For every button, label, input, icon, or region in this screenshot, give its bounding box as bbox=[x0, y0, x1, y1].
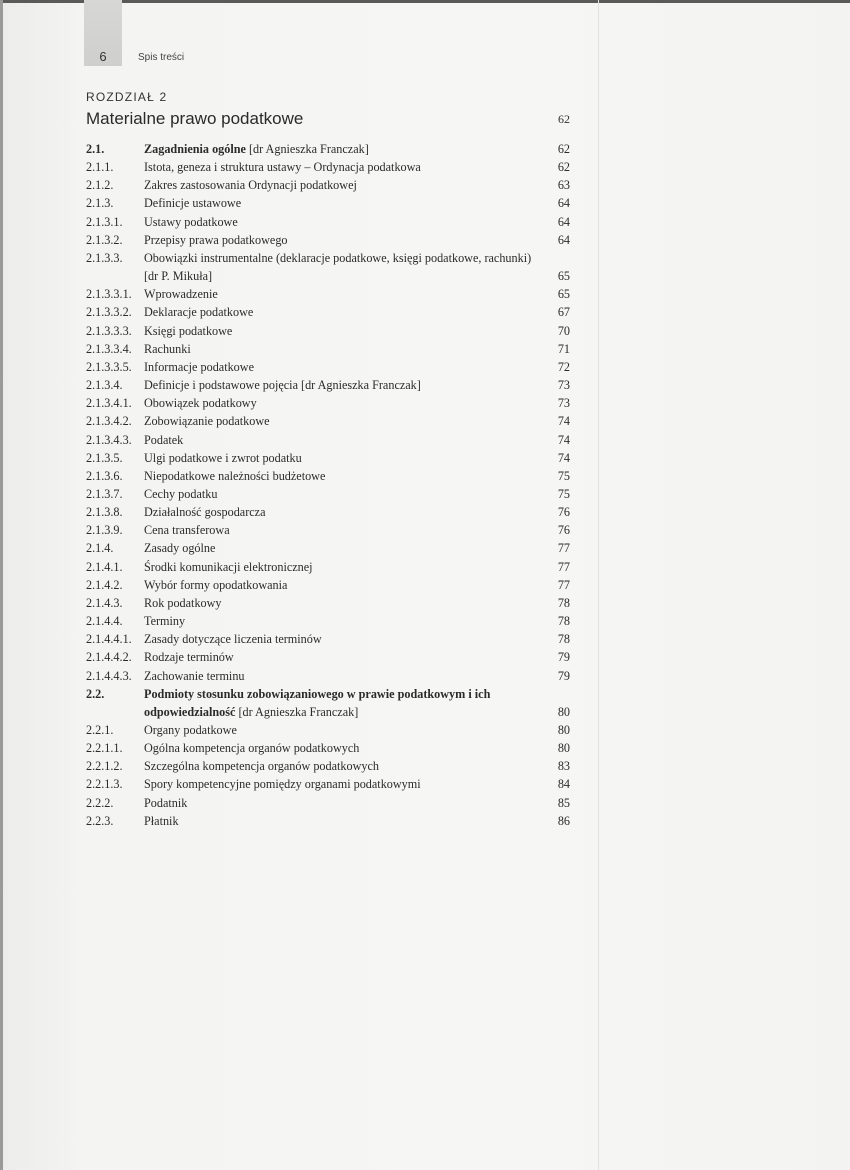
toc-entry-title bbox=[144, 576, 538, 594]
toc-entry-number: 2.1.4.4.3. bbox=[86, 668, 132, 683]
toc-entry-number: 2.2.2. bbox=[86, 795, 114, 810]
toc-entry-page: 70 bbox=[557, 323, 570, 338]
toc-entry-page: 76 bbox=[557, 505, 570, 520]
toc-entry-page: 73 bbox=[557, 396, 570, 411]
toc-entry-page: 74 bbox=[557, 432, 570, 447]
toc-entry-page: 74 bbox=[557, 450, 570, 465]
toc-entry bbox=[86, 467, 578, 485]
chapter-label: ROZDZIAŁ 2 bbox=[86, 90, 168, 104]
toc-entry-title bbox=[144, 431, 538, 449]
toc-entry-page: 62 bbox=[557, 160, 570, 175]
toc-entry-page: 77 bbox=[557, 577, 570, 592]
page-fold-line bbox=[598, 0, 599, 1170]
toc-entry-title bbox=[144, 521, 538, 539]
toc-entry-title bbox=[144, 303, 538, 321]
toc-entry bbox=[86, 249, 578, 285]
toc-entry bbox=[86, 503, 578, 521]
toc-entry-number: 2.1.3.3. bbox=[86, 250, 123, 265]
toc-entry-title bbox=[144, 340, 538, 358]
toc-entry-page: 64 bbox=[557, 232, 570, 247]
toc-entry-title-text: Definicje i podstawowe pojęcia [dr Agnieszka Franczak] bbox=[144, 378, 421, 393]
toc-entry-number: 2.1.3.1. bbox=[86, 214, 123, 229]
toc-entry-number: 2.1.3.7. bbox=[86, 486, 123, 501]
toc-entry-number: 2.2.1.1. bbox=[86, 741, 123, 756]
toc-entry-title bbox=[144, 558, 538, 576]
toc-entry bbox=[86, 558, 578, 576]
toc-entry bbox=[86, 194, 578, 212]
toc-entry-title bbox=[144, 158, 538, 176]
toc-entry-number: 2.1.3.4.3. bbox=[86, 432, 132, 447]
toc-entry bbox=[86, 612, 578, 630]
toc-entry-title-text: Obowiązek podatkowy bbox=[144, 396, 257, 411]
chapter-title: Materialne prawo podatkowe bbox=[86, 109, 304, 128]
toc-entry-title-text: Podatnik bbox=[144, 795, 188, 810]
toc-entry bbox=[86, 394, 578, 412]
toc-entry-title-text: Zasady ogólne bbox=[144, 541, 216, 556]
toc-entry-page: 72 bbox=[557, 359, 570, 374]
toc-entry-number: 2.1.3.4.2. bbox=[86, 414, 132, 429]
toc-entry-title bbox=[144, 630, 538, 648]
toc-entry-page: 80 bbox=[557, 704, 570, 719]
toc-entry-title-text: Spory kompetencyjne pomiędzy organami podatkowymi bbox=[144, 777, 421, 792]
toc-entry-title-text: Rok podatkowy bbox=[144, 595, 222, 610]
toc-entry-title-text: Podatek bbox=[144, 432, 184, 447]
toc-entry-title bbox=[144, 140, 538, 158]
toc-entry-number: 2.1.4. bbox=[86, 541, 114, 556]
toc-entry-number: 2.1.3.6. bbox=[86, 468, 123, 483]
toc-entry bbox=[86, 140, 578, 158]
toc-entry-title bbox=[144, 721, 538, 739]
toc-entry-page: 74 bbox=[557, 414, 570, 429]
toc-entry bbox=[86, 739, 578, 757]
toc-entry-title-text: Wprowadzenie bbox=[144, 287, 218, 302]
toc-entry bbox=[86, 176, 578, 194]
toc-entry-title bbox=[144, 539, 538, 557]
toc-entry-page: 86 bbox=[557, 813, 570, 828]
toc-entry bbox=[86, 449, 578, 467]
toc-entry bbox=[86, 648, 578, 666]
toc-entry-number: 2.2.1.2. bbox=[86, 759, 123, 774]
toc-entry-title bbox=[144, 449, 538, 467]
toc-entry bbox=[86, 158, 578, 176]
toc-entry-number: 2.1.4.3. bbox=[86, 595, 123, 610]
toc-entry-number: 2.1.3.8. bbox=[86, 505, 123, 520]
toc-entry-number: 2.1.3. bbox=[86, 196, 114, 211]
toc-entry-title-text: Cena transferowa bbox=[144, 523, 230, 538]
toc-entry bbox=[86, 285, 578, 303]
toc-entry-title-text: Niepodatkowe należności budżetowe bbox=[144, 468, 326, 483]
toc-entry-title bbox=[144, 358, 538, 376]
toc-entry-number: 2.1.1. bbox=[86, 160, 114, 175]
toc-entry-title bbox=[144, 412, 538, 430]
toc-entry bbox=[86, 630, 578, 648]
toc-entry-title-text: Zachowanie terminu bbox=[144, 668, 245, 683]
toc-entry-title bbox=[144, 812, 538, 830]
toc-entry-title bbox=[144, 739, 538, 757]
toc-entry-title bbox=[144, 176, 538, 194]
toc-entry-number: 2.1.3.3.1. bbox=[86, 287, 132, 302]
toc-entry-number: 2.1.3.4. bbox=[86, 378, 123, 393]
toc-entry-title bbox=[144, 594, 538, 612]
toc-entry-page: 80 bbox=[557, 723, 570, 737]
table-of-contents bbox=[86, 140, 578, 830]
toc-entry-page: 77 bbox=[557, 541, 570, 556]
toc-entry-title bbox=[144, 322, 538, 340]
toc-entry-page: 79 bbox=[557, 650, 570, 665]
toc-entry-page: 83 bbox=[557, 759, 570, 774]
toc-entry-title bbox=[144, 194, 538, 212]
toc-entry-title-text: Księgi podatkowe bbox=[144, 323, 233, 338]
toc-entry-page: 65 bbox=[557, 269, 570, 284]
toc-entry bbox=[86, 303, 578, 321]
toc-entry-page: 78 bbox=[557, 595, 570, 610]
toc-entry bbox=[86, 812, 578, 830]
toc-entry-title-text: Ogólna kompetencja organów podatkowych bbox=[144, 741, 360, 756]
toc-entry-page: 75 bbox=[557, 468, 570, 483]
running-head: Spis treści bbox=[138, 52, 185, 63]
toc-entry-title bbox=[144, 249, 538, 285]
toc-entry-number: 2.1.3.9. bbox=[86, 523, 123, 538]
toc-entry bbox=[86, 322, 578, 340]
toc-entry-number: 2.1.4.4. bbox=[86, 614, 123, 629]
toc-entry-title-text: Płatnik bbox=[144, 813, 179, 828]
toc-entry-page: 78 bbox=[557, 614, 570, 629]
toc-entry-page: 76 bbox=[557, 523, 570, 538]
toc-entry bbox=[86, 431, 578, 449]
toc-entry-title-text: Wybór formy opodatkowania bbox=[144, 577, 288, 592]
toc-entry-title bbox=[144, 648, 538, 666]
toc-entry bbox=[86, 594, 578, 612]
toc-entry-number: 2.1.3.5. bbox=[86, 450, 123, 465]
page-number: 6 bbox=[99, 49, 107, 64]
toc-entry-title-text: Zobowiązanie podatkowe bbox=[144, 414, 270, 429]
toc-entry-number: 2.1.3.4.1. bbox=[86, 396, 132, 411]
toc-entry-title-text: Szczególna kompetencja organów podatkowych bbox=[144, 759, 379, 774]
toc-entry bbox=[86, 231, 578, 249]
toc-entry bbox=[86, 667, 578, 685]
toc-entry bbox=[86, 794, 578, 812]
toc-entry-title-bold: Podmioty stosunku zobowiązaniowego w prawie podatkowym i ich odpowiedzialność bbox=[144, 686, 491, 719]
toc-entry-title bbox=[144, 612, 538, 630]
toc-entry-title-bold: Zagadnienia ogólne bbox=[144, 142, 246, 156]
toc-entry-page: 64 bbox=[557, 196, 570, 211]
toc-entry bbox=[86, 757, 578, 775]
toc-entry-page: 64 bbox=[557, 214, 570, 229]
toc-entry-title-text: Przepisy prawa podatkowego bbox=[144, 232, 288, 247]
toc-entry-title-text: Środki komunikacji elektronicznej bbox=[144, 559, 313, 574]
toc-entry-title bbox=[144, 231, 538, 249]
toc-entry-page: 75 bbox=[557, 486, 570, 501]
toc-entry-number: 2.2. bbox=[86, 686, 105, 701]
toc-entry-title-text: Terminy bbox=[144, 614, 186, 629]
toc-entry-number: 2.1. bbox=[86, 142, 105, 156]
toc-entry-number: 2.1.3.3.5. bbox=[86, 359, 132, 374]
toc-entry bbox=[86, 340, 578, 358]
toc-entry-title-text: Ustawy podatkowe bbox=[144, 214, 238, 229]
toc-entry-title bbox=[144, 794, 538, 812]
toc-entry-title-text: Cechy podatku bbox=[144, 486, 218, 501]
toc-entry bbox=[86, 412, 578, 430]
toc-entry bbox=[86, 213, 578, 231]
toc-entry-page: 80 bbox=[557, 741, 570, 756]
toc-entry-title-text: Rachunki bbox=[144, 341, 191, 356]
toc-entry bbox=[86, 685, 578, 721]
toc-entry-title bbox=[144, 376, 538, 394]
toc-entry-title bbox=[144, 394, 538, 412]
toc-entry-page: 73 bbox=[557, 378, 570, 393]
toc-entry-number: 2.1.4.2. bbox=[86, 577, 123, 592]
toc-entry-number: 2.1.2. bbox=[86, 178, 114, 193]
toc-entry-title-text: Istota, geneza i struktura ustawy – Ordynacja podatkowa bbox=[144, 160, 421, 175]
toc-entry-page: 85 bbox=[557, 795, 570, 810]
toc-entry-title-text: Deklaracje podatkowe bbox=[144, 305, 254, 320]
toc-entry-title-text: [dr Agnieszka Franczak] bbox=[245, 142, 369, 156]
toc-entry-number: 2.1.4.4.2. bbox=[86, 650, 132, 665]
toc-entry-title bbox=[144, 467, 538, 485]
toc-entry-page: 71 bbox=[557, 341, 570, 356]
toc-entry-number: 2.1.3.3.3. bbox=[86, 323, 132, 338]
chapter-page-number: 62 bbox=[558, 112, 570, 126]
toc-entry-title bbox=[144, 775, 538, 793]
toc-entry-number: 2.1.4.4.1. bbox=[86, 632, 132, 647]
toc-entry-title-text: Informacje podatkowe bbox=[144, 359, 254, 374]
toc-entry-title-text: Definicje ustawowe bbox=[144, 196, 242, 211]
toc-entry bbox=[86, 358, 578, 376]
toc-entry-title-text: [dr Agnieszka Franczak] bbox=[235, 704, 359, 719]
toc-entry-title bbox=[144, 667, 538, 685]
top-scan-edge bbox=[0, 0, 850, 3]
toc-entry-page: 84 bbox=[557, 777, 570, 792]
left-scan-edge bbox=[0, 0, 3, 1170]
toc-entry-page: 77 bbox=[557, 559, 570, 574]
toc-entry-page: 67 bbox=[557, 305, 570, 320]
toc-entry-title-text: Organy podatkowe bbox=[144, 723, 237, 737]
toc-entry-title-text: Zasady dotyczące liczenia terminów bbox=[144, 632, 322, 647]
toc-entry-number: 2.1.3.3.4. bbox=[86, 341, 132, 356]
toc-entry bbox=[86, 521, 578, 539]
toc-entry-title-text: Ulgi podatkowe i zwrot podatku bbox=[144, 450, 302, 465]
toc-entry-number: 2.1.4.1. bbox=[86, 559, 123, 574]
toc-entry bbox=[86, 539, 578, 557]
toc-entry-title bbox=[144, 285, 538, 303]
toc-entry-page: 62 bbox=[557, 142, 570, 156]
toc-entry-title bbox=[144, 213, 538, 231]
toc-entry-title-text: Działalność gospodarcza bbox=[144, 505, 266, 520]
toc-entry-number: 2.2.3. bbox=[86, 813, 114, 828]
toc-entry-page: 65 bbox=[557, 287, 570, 302]
toc-entry bbox=[86, 721, 578, 739]
toc-entry-number: 2.2.1.3. bbox=[86, 777, 123, 792]
toc-entry-title-text: Obowiązki instrumentalne (deklaracje podatkowe, księgi podatkowe, rachunki) [dr P. Mikuła] bbox=[144, 250, 532, 284]
toc-entry-title bbox=[144, 485, 538, 503]
toc-entry-title bbox=[144, 685, 538, 721]
toc-entry-page: 63 bbox=[557, 178, 570, 193]
toc-entry-page: 78 bbox=[557, 632, 570, 647]
toc-entry bbox=[86, 485, 578, 503]
toc-entry-title-text: Zakres zastosowania Ordynacji podatkowej bbox=[144, 178, 357, 193]
toc-entry bbox=[86, 376, 578, 394]
toc-entry-number: 2.1.3.3.2. bbox=[86, 305, 132, 320]
toc-entry-title-text: Rodzaje terminów bbox=[144, 650, 234, 665]
toc-entry-title bbox=[144, 757, 538, 775]
toc-entry bbox=[86, 775, 578, 793]
toc-entry-page: 79 bbox=[557, 668, 570, 683]
toc-entry-number: 2.1.3.2. bbox=[86, 232, 123, 247]
toc-entry-number: 2.2.1. bbox=[86, 723, 114, 737]
toc-entry-title bbox=[144, 503, 538, 521]
toc-entry bbox=[86, 576, 578, 594]
